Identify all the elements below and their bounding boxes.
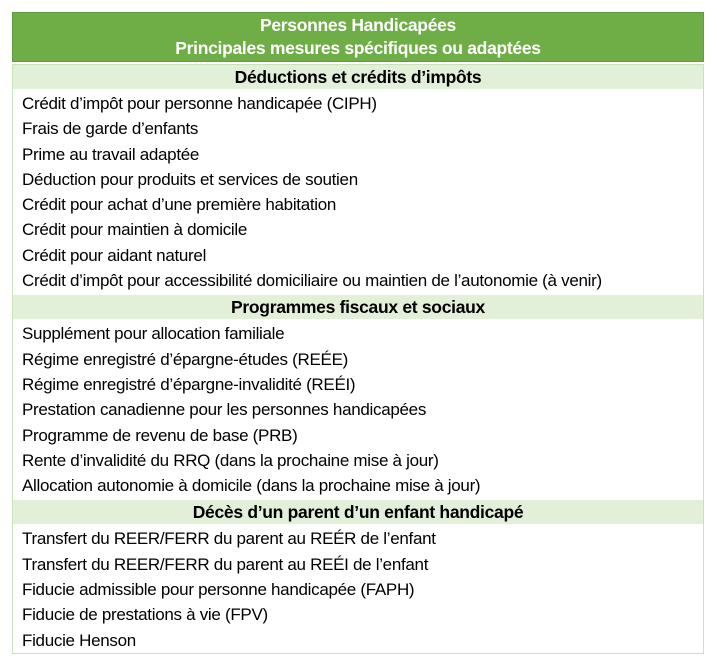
section-header-deductions: Déductions et crédits d’impôts: [13, 65, 703, 89]
table-row: Fiducie admissible pour personne handicapée (FAPH): [13, 577, 703, 602]
table-row: Programme de revenu de base (PRB): [13, 423, 703, 448]
measures-table: [12, 12, 704, 654]
table-title-header: [12, 12, 704, 62]
table-row: Crédit pour maintien à domicile: [13, 217, 703, 242]
table-row: Crédit d’impôt pour accessibilité domiciliaire ou maintien de l’autonomie (à venir): [13, 268, 703, 293]
table-title-line1: Personnes Handicapées: [259, 15, 456, 35]
table-title-line2: Principales mesures spécifiques ou adaptées: [175, 38, 541, 58]
table-row: Supplément pour allocation familiale: [13, 321, 703, 346]
table-row: Déduction pour produits et services de soutien: [13, 167, 703, 192]
table-row: Régime enregistré d’épargne-invalidité (REÉI): [13, 372, 703, 397]
section-header-programmes: Programmes fiscaux et sociaux: [13, 295, 703, 319]
table-row: Fiducie Henson: [13, 628, 703, 653]
table-row: Prestation canadienne pour les personnes handicapées: [13, 397, 703, 422]
table-row: Régime enregistré d’épargne-études (REÉE): [13, 347, 703, 372]
table-row: Crédit pour achat d’une première habitation: [13, 192, 703, 217]
table-row: Allocation autonomie à domicile (dans la prochaine mise à jour): [13, 473, 703, 498]
table-body: [12, 64, 704, 654]
section-header-deces: Décès d’un parent d’un enfant handicapé: [13, 500, 703, 524]
table-row: Transfert du REER/FERR du parent au REÉR de l’enfant: [13, 526, 703, 551]
table-row: Frais de garde d’enfants: [13, 116, 703, 141]
table-row: Crédit d’impôt pour personne handicapée (CIPH): [13, 91, 703, 116]
table-row: Crédit pour aidant naturel: [13, 243, 703, 268]
table-row: Transfert du REER/FERR du parent au REÉI de l’enfant: [13, 552, 703, 577]
table-row: Fiducie de prestations à vie (FPV): [13, 602, 703, 627]
table-row: Prime au travail adaptée: [13, 142, 703, 167]
table-row: Rente d’invalidité du RRQ (dans la prochaine mise à jour): [13, 448, 703, 473]
